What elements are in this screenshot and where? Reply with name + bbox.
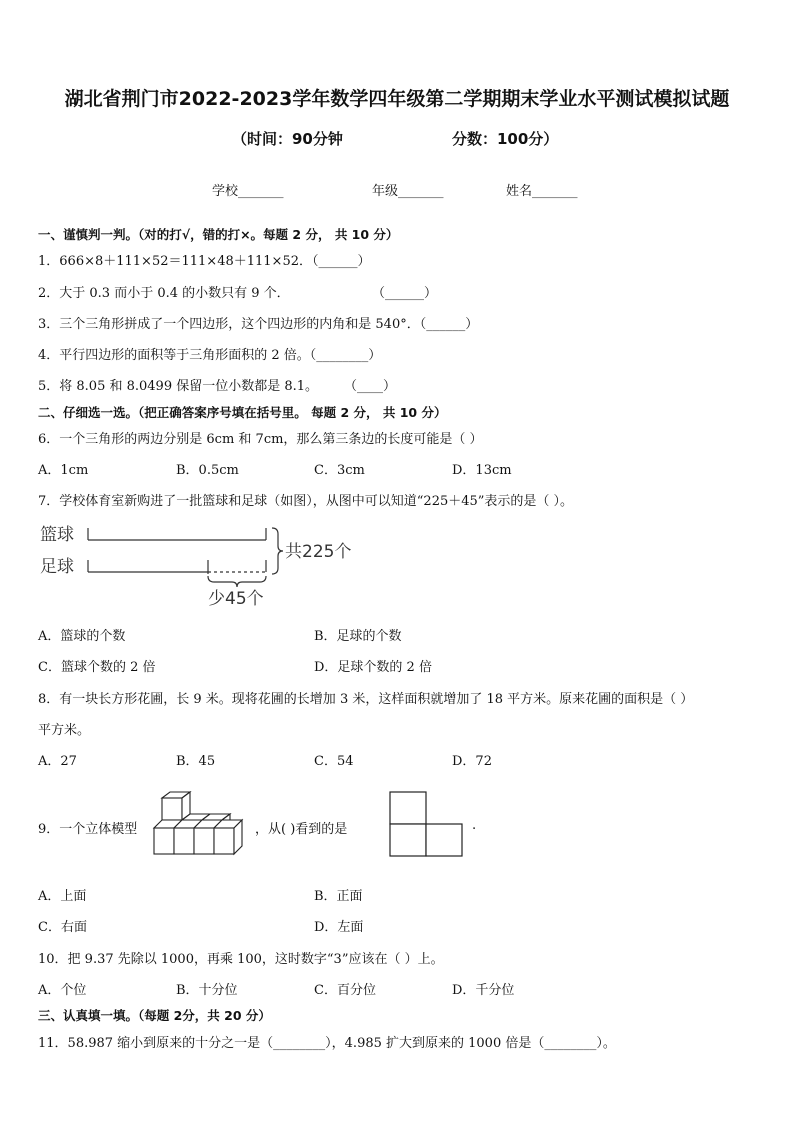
- question-9-middle: ，从( )看到的是: [255, 822, 348, 837]
- q7-option-c: C．篮球个数的 2 倍: [38, 660, 156, 675]
- question-5-blank: （____）: [344, 379, 397, 394]
- q9-option-d: D．左面: [314, 920, 364, 935]
- section-heading-3: 三、认真填一填。（每题 2分，共 20 分）: [38, 1008, 271, 1023]
- q6-option-a: A．1cm: [38, 463, 89, 478]
- question-2-blank: （______）: [372, 286, 438, 301]
- q9-option-a: A．上面: [38, 889, 87, 904]
- question-10: 10．把 9.37 先除以 1000，再乘 100，这时数字“3”应该在（ ）上。: [38, 952, 444, 967]
- q7-option-b: B．足球的个数: [314, 629, 402, 644]
- q9-option-c: C．右面: [38, 920, 87, 935]
- q8-option-d: D．72: [452, 754, 492, 769]
- basketball-label: 篮球: [40, 525, 74, 545]
- q9-solid-model: [150, 790, 245, 860]
- football-label: 足球: [40, 557, 74, 577]
- section-heading-2: 二、仔细选一选。（把正确答案序号填在括号里。 每题 2 分， 共 10 分）: [38, 405, 447, 420]
- exam-time: （时间：90分钟: [232, 130, 343, 148]
- q10-option-c: C．百分位: [314, 983, 376, 998]
- q6-option-b: B．0.5cm: [176, 463, 239, 478]
- q10-option-d: D．千分位: [452, 983, 515, 998]
- question-3: 3．三个三角形拼成了一个四边形，这个四边形的内角和是 540°．（______）: [38, 317, 479, 332]
- q10-option-a: A．个位: [38, 983, 87, 998]
- question-9-end: .: [472, 818, 477, 833]
- q8-option-a: A．27: [38, 754, 77, 769]
- question-11: 11．58.987 缩小到原来的十分之一是（________），4.985 扩大到原来的 1000 倍是（________）。: [38, 1036, 616, 1051]
- school-field: 学校_______: [212, 184, 284, 199]
- exam-score: 分数：100分）: [452, 130, 559, 148]
- question-6: 6．一个三角形的两边分别是 6cm 和 7cm，那么第三条边的长度可能是（ ）: [38, 432, 483, 447]
- q6-option-d: D．13cm: [452, 463, 512, 478]
- q10-option-b: B．十分位: [176, 983, 238, 998]
- question-7: 7．学校体育室新购进了一批篮球和足球（如图），从图中可以知道“225＋45”表示的是（ ）。: [38, 494, 574, 509]
- question-1: 1．666×8＋111×52＝111×48＋111×52．（______）: [38, 254, 371, 269]
- q7-option-d: D．足球个数的 2 倍: [314, 660, 432, 675]
- q8-option-b: B．45: [176, 754, 216, 769]
- question-8-continued: 平方米。: [38, 723, 91, 738]
- question-8: 8．有一块长方形花圃，长 9 米。现将花圃的长增加 3 米，这样面积就增加了 18 平方米。原来花圃的面积是（ ）: [38, 692, 694, 707]
- q8-option-c: C．54: [314, 754, 354, 769]
- q6-option-c: C．3cm: [314, 463, 365, 478]
- section-heading-1: 一、谨慎判一判。（对的打√，错的打×。每题 2 分， 共 10 分）: [38, 227, 399, 242]
- difference-label: 少45个: [208, 589, 264, 609]
- question-4: 4．平行四边形的面积等于三角形面积的 2 倍。（________）: [38, 348, 382, 363]
- question-5: 5．将 8.05 和 8.0499 保留一位小数都是 8.1。: [38, 379, 319, 394]
- q9-view-figure: [388, 790, 464, 858]
- question-9: 9．一个立体模型: [38, 822, 138, 837]
- q7-option-a: A．篮球的个数: [38, 629, 126, 644]
- page-title: 湖北省荆门市2022-2023学年数学四年级第二学期期末学业水平测试模拟试题: [64, 88, 730, 110]
- question-2: 2．大于 0.3 而小于 0.4 的小数只有 9 个．: [38, 286, 290, 301]
- name-field: 姓名_______: [506, 184, 578, 199]
- grade-field: 年级_______: [372, 184, 444, 199]
- q7-bar-diagram: [36, 518, 366, 610]
- q9-option-b: B．正面: [314, 889, 363, 904]
- total-label: 共225个: [285, 542, 352, 562]
